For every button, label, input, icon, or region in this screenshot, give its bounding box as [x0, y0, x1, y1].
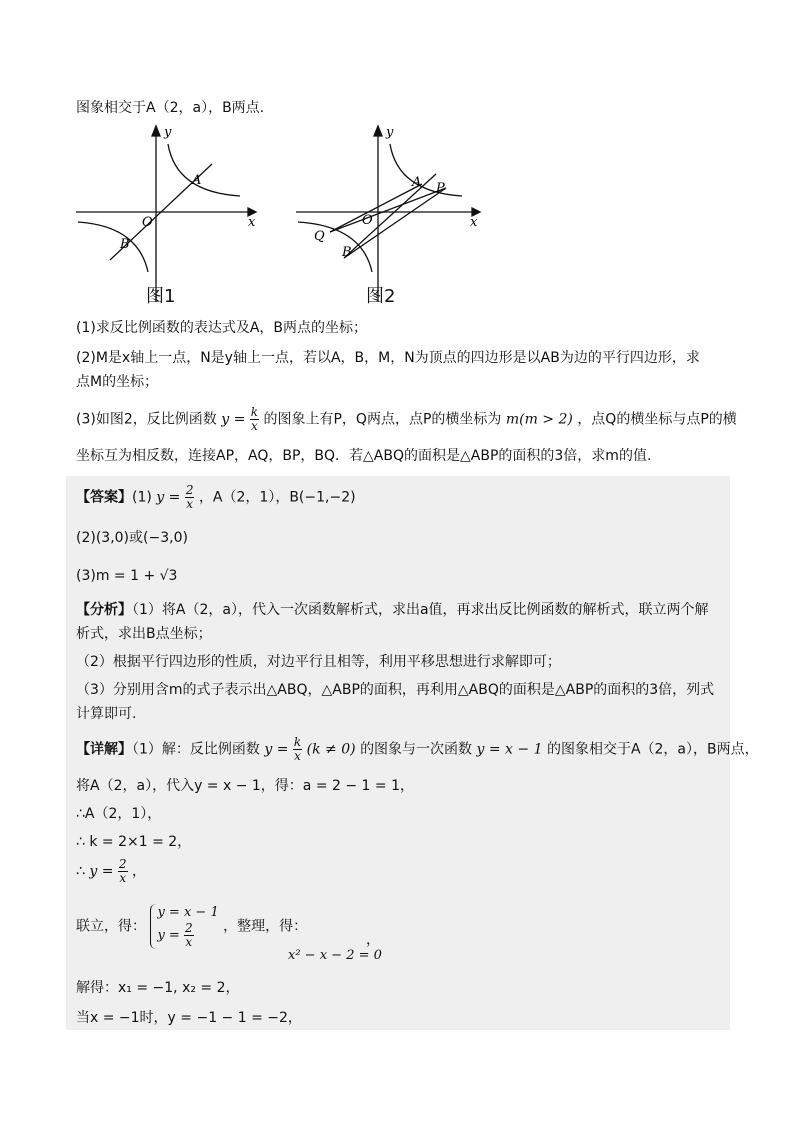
- fig2-label-y: y: [386, 125, 394, 140]
- fig2-line-aq: [330, 184, 422, 232]
- fig2-label-b: B: [342, 245, 352, 260]
- figure-1-caption: 图1: [146, 286, 176, 307]
- question-3-line-1: [76, 406, 737, 433]
- system-eq-2-num: 2: [184, 921, 193, 935]
- detail-5-den: x: [119, 871, 127, 885]
- system-eq-2-den: x: [185, 935, 193, 949]
- detail-text-1c: 的图象相交于A（2，a），B两点，: [546, 741, 759, 758]
- system-eq-1: y = x − 1: [157, 905, 219, 920]
- detail-text-1a: （1）解：反比例函数: [132, 741, 260, 758]
- answer-1-den: x: [186, 497, 194, 511]
- fig1-hyperbola-q3: [78, 222, 148, 272]
- analysis-line-1: [76, 600, 709, 620]
- answer-1-rest: ，A（2，1），B(−1,−2): [198, 489, 356, 506]
- fig1-label-y: y: [164, 125, 172, 140]
- q3-text-c: ，点Q的横坐标与点P的横: [577, 411, 737, 428]
- equation-system: [150, 904, 218, 949]
- answer-2: (2)(3,0)或(−3,0): [76, 530, 188, 546]
- detail-line-5: [76, 858, 146, 885]
- analysis-label: 【分析】: [76, 602, 132, 618]
- fig2-y-arrow: [374, 126, 382, 136]
- detail-5-num: 2: [118, 857, 127, 871]
- fig1-hyperbola-q1: [168, 144, 240, 196]
- detail-5-prefix: ∴: [76, 863, 90, 880]
- detail-func-num: k: [293, 735, 302, 749]
- intro-text: 图象相交于A（2，a），B两点.: [76, 100, 265, 116]
- detail-line-7: 解得：x₁ = −1, x₂ = 2，: [76, 980, 240, 996]
- answer-label: 【答案】: [76, 489, 132, 506]
- analysis-line-4: （3）分别用含m的式子表示出△ABQ，△ABP的面积，再利用△ABQ的面积是△ABP的面积的3倍，列式: [76, 682, 715, 698]
- q3-func-den: x: [251, 419, 258, 433]
- question-2-line-2: 点M的坐标；: [76, 374, 159, 390]
- detail-linear-func: y = x − 1: [476, 741, 543, 758]
- figure-1: [72, 122, 272, 304]
- fig2-hyperbola-q1: [390, 144, 462, 196]
- system-eq-2-y: y =: [157, 928, 180, 943]
- answer-1-num: 2: [185, 483, 194, 497]
- fig1-label-a: A: [192, 173, 202, 188]
- detail-5-func-y: y =: [89, 863, 114, 880]
- q3-m-condition: m(m > 2): [505, 411, 573, 428]
- figure-2-caption: 图2: [366, 286, 396, 307]
- detail-line-3: ∴A（2，1），: [76, 806, 162, 822]
- figure-2: [292, 122, 492, 304]
- detail-6-text-b: ，整理，得：: [223, 918, 308, 935]
- detail-line-6: [76, 904, 307, 949]
- fig2-line-qp: [330, 188, 446, 232]
- detail-6-comma: ，: [366, 932, 380, 948]
- q3-func-num: k: [250, 405, 259, 419]
- detail-5-suffix: ，: [132, 863, 146, 880]
- detail-label: 【详解】: [76, 741, 132, 758]
- question-3-line-2: 坐标互为相反数，连接AP，AQ，BP，BQ．若△ABQ的面积是△ABP的面积的3倍，求m的值.: [76, 448, 652, 464]
- fig2-label-o: O: [362, 213, 373, 228]
- answer-3: (3)m = 1 + √3: [76, 568, 178, 584]
- detail-6-text-a: 联立，得：: [76, 918, 146, 935]
- q3-func-fraction: [250, 406, 259, 433]
- detail-func-den: x: [294, 749, 301, 763]
- q3-func-y: y =: [221, 411, 246, 428]
- fig2-line-ab: [344, 174, 436, 258]
- analysis-line-5: 计算即可.: [76, 706, 137, 722]
- detail-func-y: y =: [264, 741, 289, 758]
- system-eq-2-fraction: [184, 922, 194, 949]
- detail-line-1: [76, 736, 759, 763]
- fig1-label-o: O: [142, 215, 153, 230]
- answer-line-1: [76, 484, 356, 511]
- detail-5-fraction: [118, 858, 128, 885]
- fig2-label-x: x: [470, 215, 478, 230]
- answer-1-func-y: y =: [156, 489, 181, 506]
- fig2-label-a: A: [412, 175, 422, 190]
- analysis-text-1: （1）将A（2，a），代入一次函数解析式，求出a值，再求出反比例函数的解析式，联立两个解: [132, 602, 709, 618]
- detail-func-cond: (k ≠ 0): [306, 741, 356, 758]
- question-2-line-1: (2)M是x轴上一点，N是y轴上一点，若以A，B，M，N为顶点的四边形是以AB为边的平行四边形，求: [76, 350, 700, 366]
- fig1-label-b: B: [120, 237, 130, 252]
- system-eq-2: [157, 922, 218, 949]
- detail-line-2: 将A（2，a），代入y = x − 1，得：a = 2 − 1 = 1，: [76, 778, 414, 794]
- detail-line-8: 当x = −1时，y = −1 − 1 = −2，: [76, 1010, 302, 1026]
- answer-1-prefix: (1): [132, 489, 152, 506]
- fig2-label-p: P: [436, 181, 445, 196]
- detail-func-fraction: [293, 736, 302, 763]
- detail-text-1b: 的图象与一次函数: [360, 741, 473, 758]
- question-1: (1)求反比例函数的表达式及A，B两点的坐标；: [76, 320, 368, 336]
- analysis-line-2: 析式，求出B点坐标；: [76, 626, 212, 642]
- fig2-label-q: Q: [314, 229, 325, 244]
- analysis-line-3: （2）根据平行四边形的性质，对边平行且相等，利用平移思想进行求解即可；: [76, 654, 561, 670]
- detail-6-quadratic: x² − x − 2 = 0: [288, 948, 382, 963]
- q3-text-b: 的图象上有P，Q两点，点P的横坐标为: [263, 411, 502, 428]
- fig1-y-arrow: [152, 126, 160, 136]
- detail-line-4: ∴ k = 2×1 = 2，: [76, 834, 192, 850]
- q3-text-a: (3)如图2，反比例函数: [76, 411, 217, 428]
- fig1-label-x: x: [248, 215, 256, 230]
- answer-1-fraction: [185, 484, 195, 511]
